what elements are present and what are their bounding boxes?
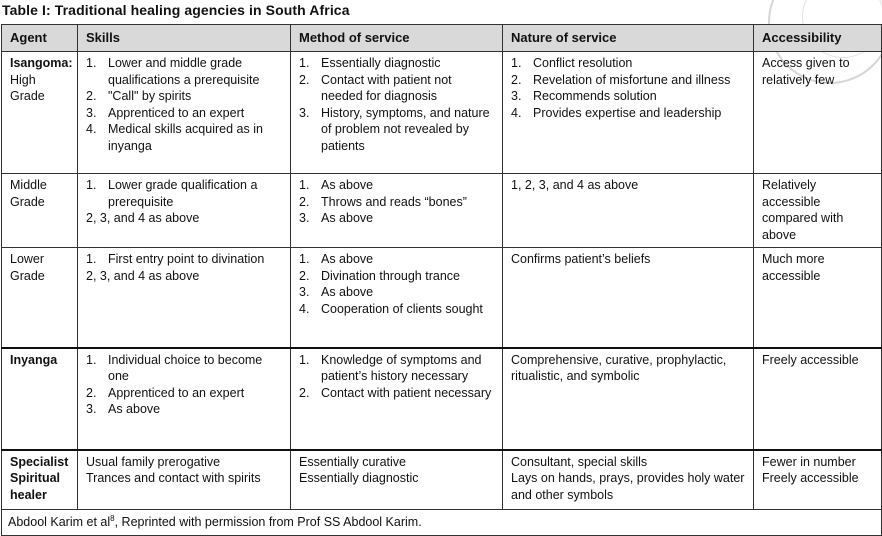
agent-cell bbox=[2, 52, 78, 174]
header-nature: Nature of service bbox=[503, 25, 754, 52]
list-item: 1. Knowledge of symptoms and patient’s history necessary bbox=[299, 352, 482, 383]
list-item-text: As above bbox=[321, 285, 374, 299]
agent-cell bbox=[2, 348, 78, 450]
list-item-text: As above bbox=[321, 211, 374, 225]
footnote-text: Abdool Karim et al bbox=[8, 515, 111, 529]
list-item-text: Lower grade qualification a prerequisite bbox=[108, 178, 258, 209]
skills-text: 2, 3, and 4 as above bbox=[86, 211, 200, 225]
skills-list bbox=[86, 177, 282, 210]
agent-label: Specialist bbox=[10, 454, 69, 469]
skills-text: 2, 3, and 4 as above bbox=[86, 268, 200, 283]
list-item: 1. Individual choice to become one bbox=[86, 352, 263, 383]
list-item: 1. As above bbox=[299, 178, 374, 192]
agent-label: healer bbox=[10, 487, 47, 502]
method-cell bbox=[291, 348, 503, 450]
skills-cell bbox=[78, 348, 291, 450]
nature-list bbox=[511, 55, 745, 121]
agent-label: Isangoma: bbox=[10, 56, 73, 70]
agent-label: Grade bbox=[10, 268, 45, 283]
list-item: 2. Apprenticed to an expert bbox=[86, 385, 245, 400]
method-cell bbox=[291, 174, 503, 248]
healing-agencies-table bbox=[1, 24, 882, 536]
accessibility-text: Relatively accessible compared with above bbox=[762, 178, 844, 242]
list-item-text: As above bbox=[108, 402, 161, 416]
method-list bbox=[299, 251, 494, 317]
skills-cell bbox=[78, 174, 291, 248]
list-item-text: Apprenticed to an expert bbox=[108, 385, 245, 400]
accessibility-text: Fewer in number Freely accessible bbox=[762, 454, 859, 485]
table-row bbox=[2, 348, 882, 450]
list-item-text: Revelation of misfortune and illness bbox=[533, 72, 731, 87]
list-item-text: Medical skills acquired as in inyanga bbox=[108, 122, 263, 153]
skills-text: Usual family prerogative Trances and contact with spirits bbox=[86, 454, 261, 485]
list-item: 1. Lower and middle grade qualifications a prerequisite bbox=[86, 56, 260, 87]
nature-text: Consultant, special skills Lays on hands, prays, provides holy water and other symbols bbox=[511, 454, 745, 502]
footnote bbox=[2, 510, 882, 536]
list-item: 3. As above bbox=[299, 211, 374, 225]
method-cell bbox=[291, 248, 503, 348]
table-row bbox=[2, 450, 882, 510]
method-list bbox=[299, 55, 494, 154]
list-item: 2. Revelation of misfortune and illness bbox=[511, 72, 731, 87]
list-item-text: Throws and reads “bones” bbox=[321, 194, 467, 209]
nature-cell bbox=[503, 348, 754, 450]
list-item: 1. Lower grade qualification a prerequisite bbox=[86, 178, 258, 209]
list-item: 3. As above bbox=[299, 285, 374, 299]
nature-cell bbox=[503, 52, 754, 174]
list-item: 1. First entry point to divination bbox=[86, 252, 265, 266]
agent-label: Spiritual bbox=[10, 471, 61, 485]
method-text: Essentially curative Essentially diagnostic bbox=[299, 454, 419, 485]
list-item-text: Essentially diagnostic bbox=[321, 56, 441, 70]
skills-cell bbox=[78, 248, 291, 348]
table-row bbox=[2, 52, 882, 174]
nature-cell bbox=[503, 248, 754, 348]
agent-cell bbox=[2, 450, 78, 510]
agent-label: Lower bbox=[10, 252, 45, 266]
list-item: 4. Medical skills acquired as in inyanga bbox=[86, 122, 263, 153]
skills-cell bbox=[78, 52, 291, 174]
method-list bbox=[299, 352, 494, 402]
list-item: 2. Contact with patient not needed for diagnosis bbox=[299, 72, 452, 103]
header-method: Method of service bbox=[291, 25, 503, 52]
accessibility-text: Freely accessible bbox=[762, 352, 859, 367]
list-item: 1. As above bbox=[299, 252, 374, 266]
agent-label: Inyanga bbox=[10, 352, 58, 367]
list-item-text: As above bbox=[321, 178, 374, 192]
list-item-text: Contact with patient not needed for diagnosis bbox=[321, 72, 452, 103]
agent-label: Grade bbox=[10, 89, 45, 103]
list-item: 4. Provides expertise and leadership bbox=[511, 105, 722, 120]
list-item: 4. Cooperation of clients sought bbox=[299, 301, 483, 316]
nature-text: Confirms patient’s beliefs bbox=[511, 252, 651, 266]
accessibility-cell bbox=[754, 52, 882, 174]
table-row bbox=[2, 248, 882, 348]
method-cell bbox=[291, 450, 503, 510]
header-skills: Skills bbox=[78, 25, 291, 52]
list-item: 3. History, symptoms, and nature of problem not revealed by patients bbox=[299, 105, 490, 153]
list-item-text: Recommends solution bbox=[533, 89, 657, 103]
accessibility-text: Access given to relatively few bbox=[762, 56, 850, 87]
agent-cell bbox=[2, 174, 78, 248]
list-item: 2. Divination through trance bbox=[299, 268, 460, 283]
list-item: 2. "Call" by spirits bbox=[86, 89, 192, 103]
nature-text: 1, 2, 3, and 4 as above bbox=[511, 178, 639, 192]
list-item: 1. Conflict resolution bbox=[511, 56, 633, 70]
agent-label: Middle bbox=[10, 178, 47, 192]
agent-cell bbox=[2, 248, 78, 348]
method-cell bbox=[291, 52, 503, 174]
list-item-text: History, symptoms, and nature of problem not revealed by patients bbox=[321, 105, 490, 153]
list-item-text: Knowledge of symptoms and patient’s history necessary bbox=[321, 352, 482, 383]
list-item: 1. Essentially diagnostic bbox=[299, 56, 441, 70]
nature-cell bbox=[503, 174, 754, 248]
agent-label: High bbox=[10, 72, 36, 87]
list-item: 2. Throws and reads “bones” bbox=[299, 194, 467, 209]
header-agent: Agent bbox=[2, 25, 78, 52]
skills-list bbox=[86, 251, 282, 268]
skills-list bbox=[86, 55, 282, 154]
list-item-text: Conflict resolution bbox=[533, 56, 633, 70]
list-item-text: Provides expertise and leadership bbox=[533, 105, 722, 120]
accessibility-cell bbox=[754, 450, 882, 510]
list-item-text: Divination through trance bbox=[321, 268, 460, 283]
table-title: Table I: Traditional healing agencies in South Africa bbox=[2, 2, 350, 18]
accessibility-cell bbox=[754, 348, 882, 450]
list-item: 3. Recommends solution bbox=[511, 89, 657, 103]
header-row bbox=[2, 25, 882, 52]
list-item-text: As above bbox=[321, 252, 374, 266]
method-list bbox=[299, 177, 494, 227]
footnote-ref: 8 bbox=[110, 513, 115, 523]
skills-cell bbox=[78, 450, 291, 510]
list-item-text: Contact with patient necessary bbox=[321, 385, 492, 400]
nature-cell bbox=[503, 450, 754, 510]
header-accessibility: Accessibility bbox=[754, 25, 882, 52]
list-item-text: Apprenticed to an expert bbox=[108, 105, 245, 120]
list-item-text: Individual choice to become one bbox=[108, 352, 263, 383]
list-item: 3. Apprenticed to an expert bbox=[86, 105, 245, 120]
nature-text: Comprehensive, curative, prophylactic, ritualistic, and symbolic bbox=[511, 352, 727, 383]
list-item: 3. As above bbox=[86, 402, 161, 416]
list-item: 2. Contact with patient necessary bbox=[299, 385, 492, 400]
agent-label: Grade bbox=[10, 194, 45, 209]
footnote-text-after: , Reprinted with permission from Prof SS Abdool Karim. bbox=[114, 515, 422, 529]
list-item-text: Cooperation of clients sought bbox=[321, 301, 483, 316]
skills-list bbox=[86, 352, 282, 418]
accessibility-cell bbox=[754, 174, 882, 248]
accessibility-cell bbox=[754, 248, 882, 348]
list-item-text: "Call" by spirits bbox=[108, 89, 192, 103]
list-item-text: First entry point to divination bbox=[108, 252, 265, 266]
table-row bbox=[2, 174, 882, 248]
list-item-text: Lower and middle grade qualifications a prerequisite bbox=[108, 56, 260, 87]
accessibility-text: Much more accessible bbox=[762, 252, 825, 283]
